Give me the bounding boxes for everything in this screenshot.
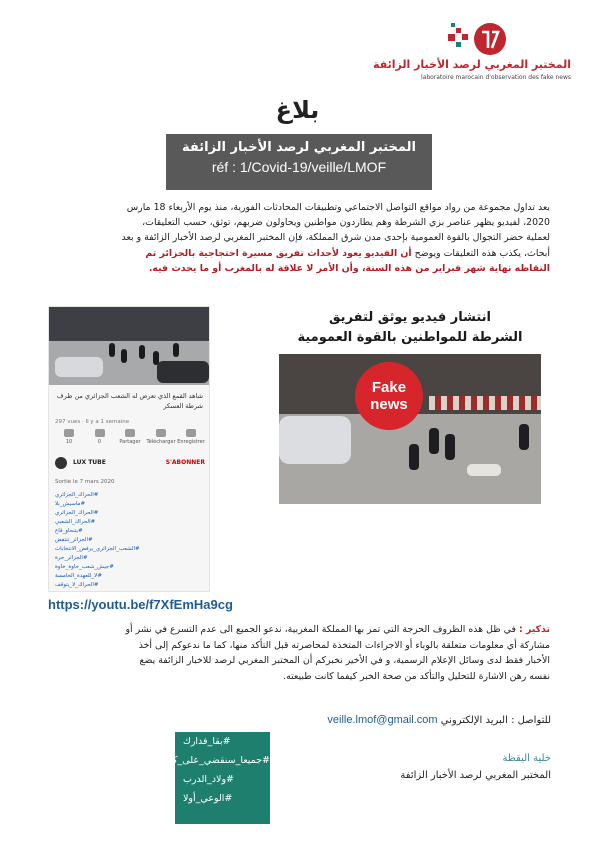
- intro-line: بعد تداول مجموعة من رواد مواقع التواصل الاجتماعي وتطبيقات المحادثات الفورية، منذ يوم الأربعاء 18 مارس: [126, 202, 550, 213]
- lmof-logo-icon: [448, 20, 506, 58]
- title-box-org: المختبر المغربي لرصد الأخبار الزائفة: [182, 140, 416, 155]
- channel-row: [55, 455, 205, 473]
- hashtag-box: [153, 732, 270, 824]
- signature-cell: خلية اليقظة: [502, 753, 551, 764]
- reminder-first-line: [45, 622, 550, 638]
- fake-news-image: [275, 308, 545, 508]
- caption-line: انتشار فيديو يوثق لتفريق: [328, 310, 492, 325]
- intro-line: أبحاث، يكذب هذه التعليقات ويوضح: [414, 247, 550, 259]
- video-thumbnail: [49, 307, 209, 385]
- dislike-button: 0: [86, 429, 114, 445]
- video-tag: #يتنحاو_قاع: [55, 528, 83, 534]
- video-tag: #جيش_شعب_خاوة_خاوة: [55, 564, 114, 570]
- intro-paragraph: [45, 200, 550, 276]
- badge-text: Fake: [371, 379, 407, 396]
- video-actions: [55, 429, 205, 445]
- hashtag: #ولاد_الدرب: [183, 774, 234, 785]
- thumbs-down-icon: [95, 429, 105, 437]
- badge-text: news: [370, 396, 408, 413]
- youtube-screenshot: [48, 306, 210, 592]
- video-tag: #لا_للعهدة_الخامسة: [55, 573, 102, 579]
- download-button: Télécharger: [147, 429, 175, 445]
- hashtag: #جميعا_سنقضي_على_كورونا: [153, 755, 270, 766]
- channel-name: LUX TUBE: [73, 459, 106, 466]
- reminder-label: تذكير :: [518, 624, 550, 635]
- contact-row: [327, 714, 551, 726]
- org-name-french: laboratoire marocain d'observation des fake news: [420, 74, 571, 81]
- video-tag: #الحراك_الجزائري: [55, 510, 99, 516]
- video-tag: #الشعب_الجزائري_يرفض_الانتخابات: [55, 546, 140, 552]
- hashtag: #الوعي_أولا: [183, 793, 233, 804]
- video-tag: #ماسيش_بلا: [55, 501, 86, 507]
- intro-line: لعملية حضر التجوال بالقوة العمومية بإحدى مدن شرق المملكة، فإن المختبر المغربي لرصد الأخبار الزائفة و بعد: [121, 232, 550, 244]
- video-link[interactable]: https://youtu.be/f7XfEmHa9cg: [48, 597, 233, 612]
- org-name-arabic: المختبر المغربي لرصد الأخبار الزائفة: [373, 58, 571, 71]
- reference-number: réf : 1/Covid-19/veille/LMOF: [211, 159, 387, 175]
- download-icon: [156, 429, 166, 437]
- reminder-paragraph: [45, 622, 550, 684]
- video-tag: #الجزائر_حرة: [55, 555, 88, 561]
- reminder-line: مشاركة أي معلومات متعلقة بالوباء أو الاجراءات المتخذة لمحاصرته قبل التأكد منها، كما ما ندعوكم إلى أخذ: [138, 639, 550, 651]
- share-icon: [125, 429, 135, 437]
- contact-label: للتواصل : البريد الإلكتروني: [440, 715, 551, 726]
- video-date: Sortie le 7 mars 2020: [55, 479, 115, 485]
- intro-line: 2020، لفيديو يظهر عناصر بزي الشرطة وهم يطاردون مواطنين ويحاولون ضربهم، توثق، حسب التعليقات،: [142, 217, 550, 229]
- reminder-text: في ظل هذه الظروف الحرجة التي تمر بها المملكة المغربية، ندعو الجميع الى عدم التسرع في نشر أو: [125, 624, 516, 635]
- video-title: شاهد القمع الذي تعرض له الشعب الجزائري من طرف شرطة العسكر: [56, 392, 203, 410]
- fake-news-badge: [355, 362, 423, 430]
- save-icon: [186, 429, 196, 437]
- reminder-line: نفسه رهن الاشارة للتحليل والتأكد من صحة الخبر كيفما كانت طبيعته.: [283, 670, 550, 682]
- image-caption: [275, 308, 545, 348]
- contact-email-link[interactable]: veille.lmof@gmail.com: [327, 714, 438, 726]
- notice-title: بلاغ: [275, 96, 320, 124]
- like-button: 10: [55, 429, 83, 445]
- caption-line: الشرطة للمواطنين بالقوة العمومية: [297, 330, 523, 345]
- share-button: Partager: [116, 429, 144, 445]
- channel-avatar: [55, 457, 67, 469]
- save-button: Enregistrer: [177, 429, 205, 445]
- video-views: 297 vues · Il y a 1 semaine: [55, 419, 130, 425]
- intro-line-mixed: [45, 246, 550, 261]
- video-tags: [55, 491, 205, 590]
- highlight-text: التقاطه نهاية شهر فبراير من هذه السنة، وأن الأمر لا علاقة له بالمغرب أو ما يحدث فيه.: [148, 262, 550, 274]
- signature-org: المختبر المغربي لرصد الأخبار الزائفة: [400, 770, 551, 781]
- subscribe-label: S'ABONNER: [165, 459, 205, 466]
- hashtag: #بقا_فدارك: [183, 736, 231, 747]
- video-tag: #الجزائر_تنتفض: [55, 537, 93, 543]
- video-tag: #الحراك_الجزائري: [55, 492, 99, 498]
- title-box: [166, 134, 432, 190]
- video-tag: #الحراك_الشعبي: [55, 519, 96, 525]
- highlight-text: أن الفيديو يعود لأحداث تفريق مسيرة احتجاجية بالجزائر تم: [145, 247, 412, 259]
- thumbs-up-icon: [64, 429, 74, 437]
- video-tag: #الحراك_لا_يتوقف: [55, 582, 99, 588]
- reminder-line: الأخبار فقط لدى وسائل الإعلام الرسمية، و في الأخير نخبركم أن المختبر المغربي لرصد للاخبار الزائفة يضع: [139, 655, 550, 666]
